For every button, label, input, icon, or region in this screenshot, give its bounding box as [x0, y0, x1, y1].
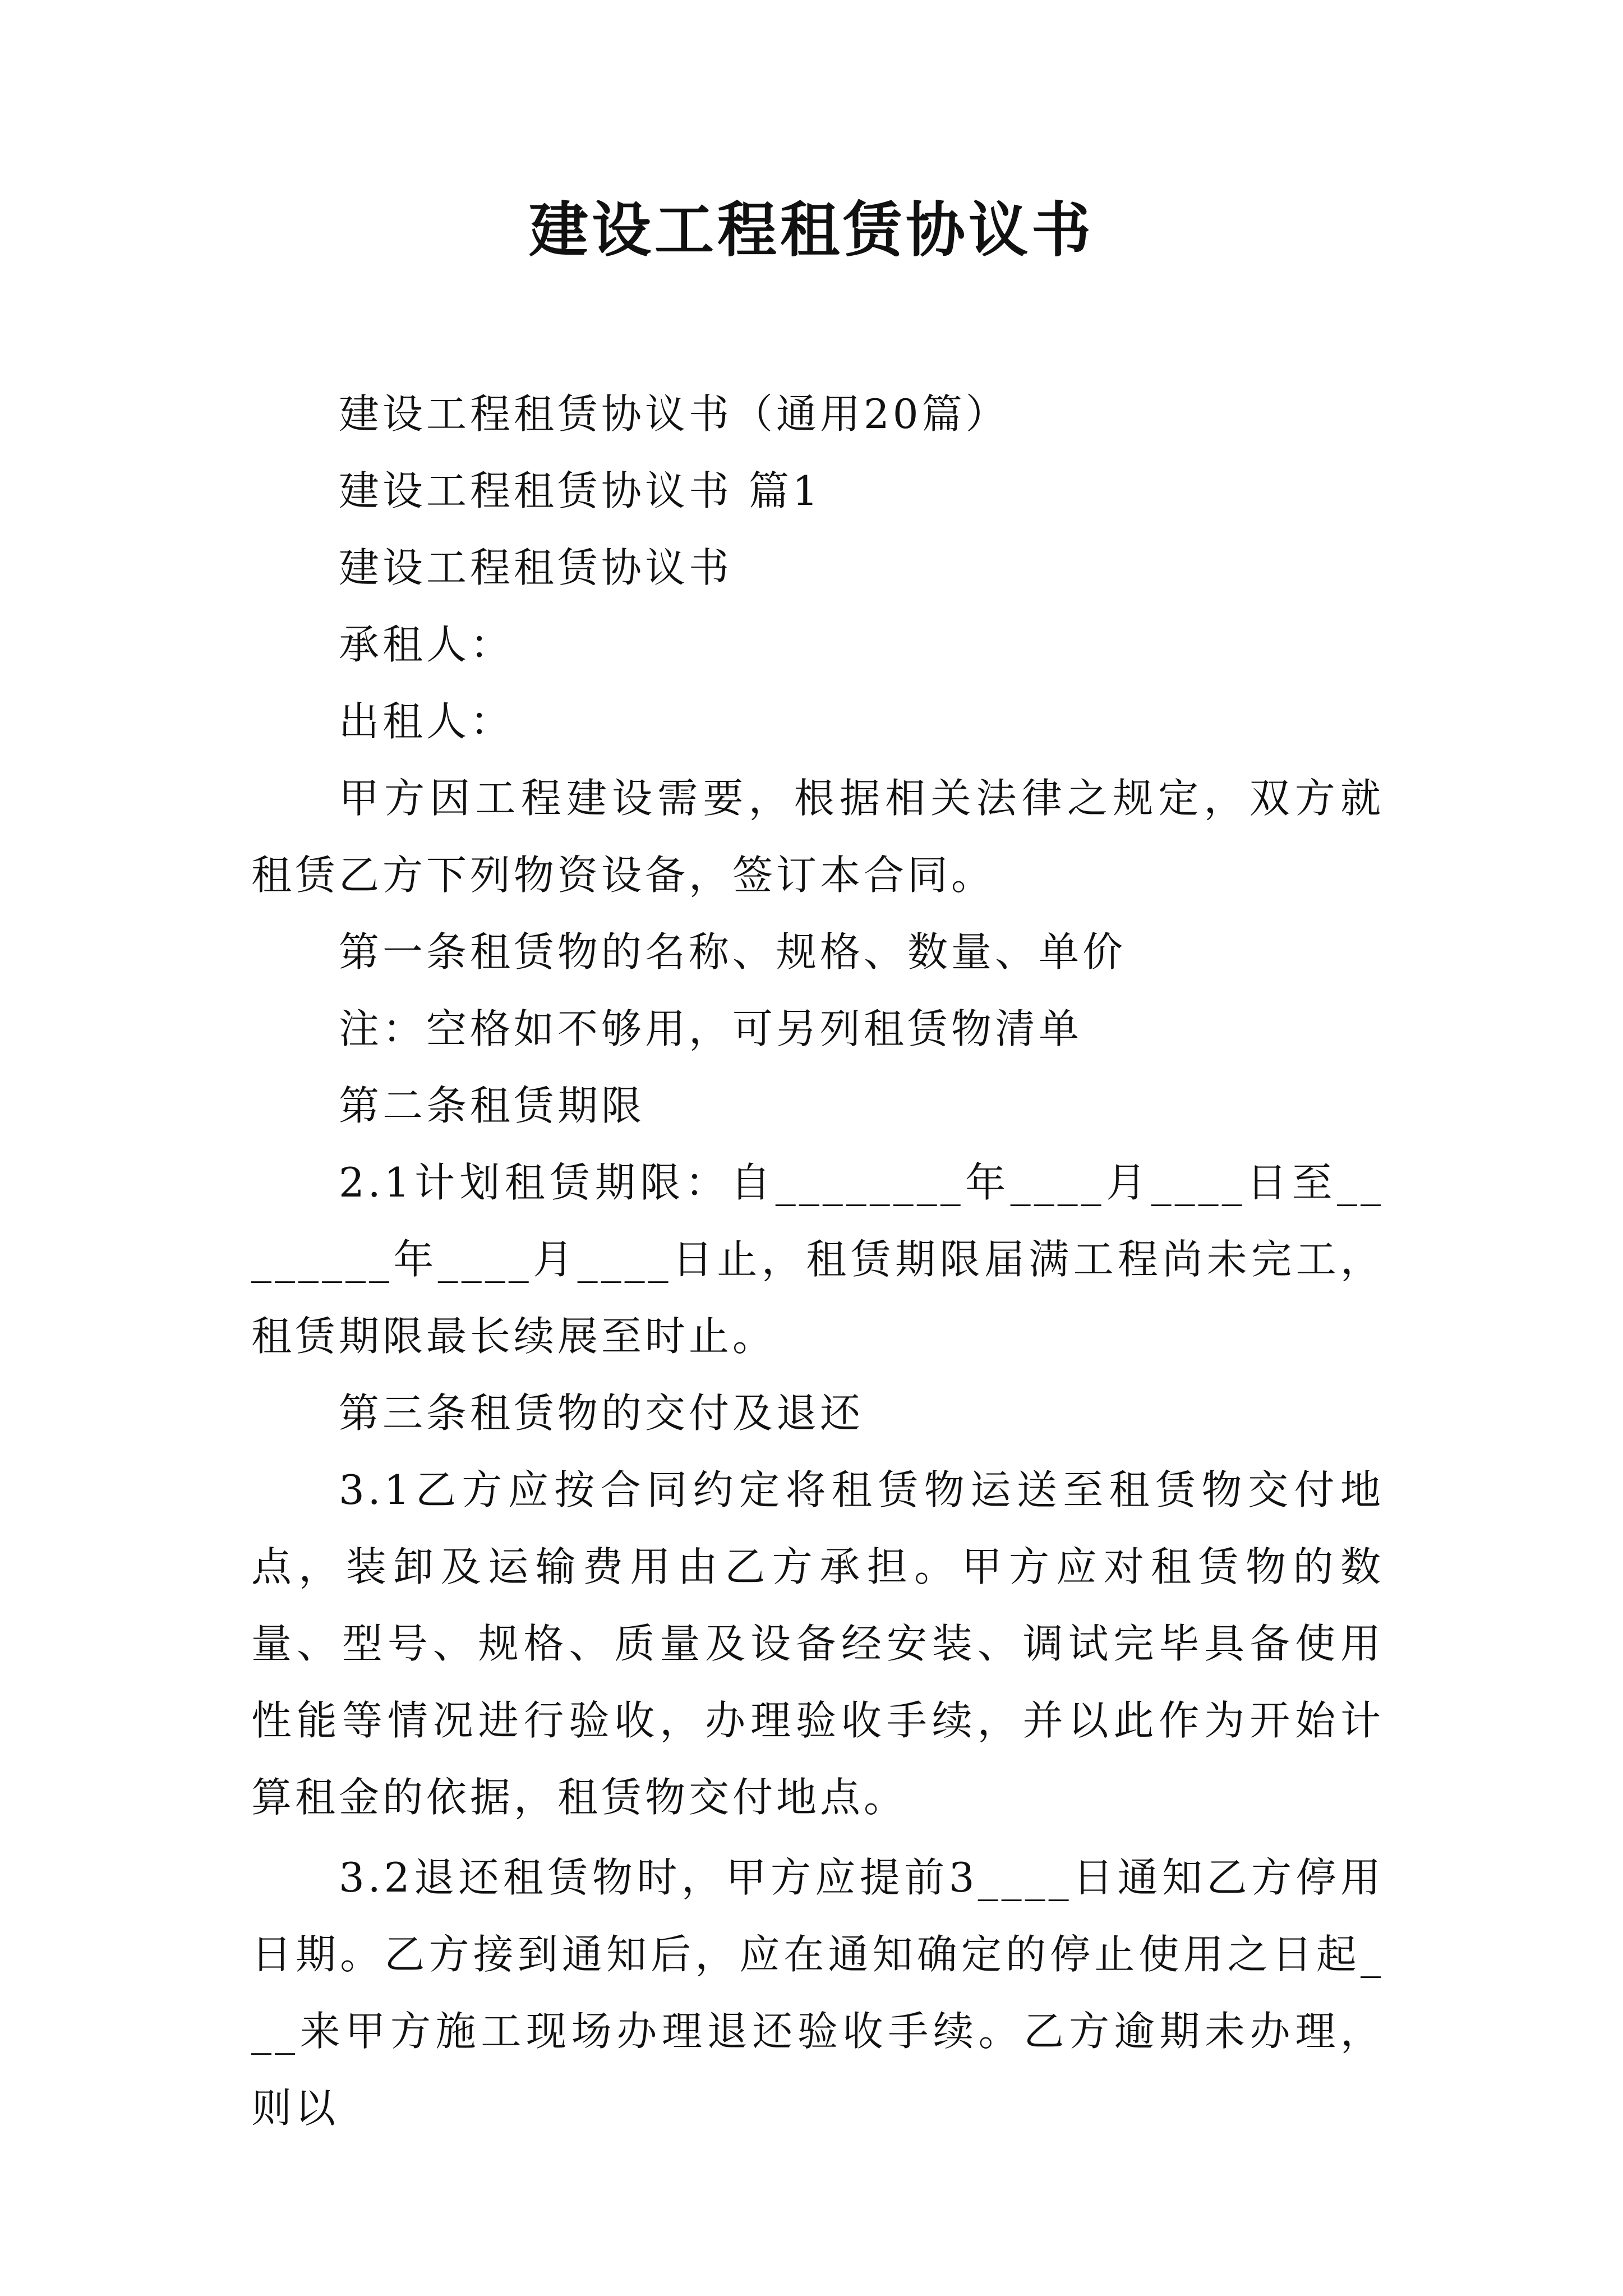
paragraph-note: 注：空格如不够用，可另列租赁物清单	[339, 1005, 1083, 1052]
paragraph-subtitle: 建设工程租赁协议书（通用20篇）	[339, 390, 1009, 438]
paragraph-clause-3-2: 3.2退还租赁物时，甲方应提前3____日通知乙方停用日期。乙方接到通知后，应在通知确定的停止使用之日起___来甲方施工现场办理退还验收手续。乙方逾期未办理，则以	[251, 1854, 1384, 2132]
paragraph-lessee: 承租人：	[339, 621, 514, 668]
paragraph-article-3: 第三条租赁物的交付及退还	[339, 1389, 864, 1437]
paragraph-agreement-name: 建设工程租赁协议书	[339, 544, 733, 591]
paragraph-article-2: 第二条租赁期限	[339, 1082, 645, 1129]
paragraph-clause-2-1: 2.1计划租赁期限：自________年____月____日至________年____月____日止，租赁期限届满工程尚未完工，租赁期限最长续展至时止。	[251, 1159, 1384, 1360]
paragraph-article-1: 第一条租赁物的名称、规格、数量、单价	[339, 928, 1127, 976]
paragraph-chapter-heading: 建设工程租赁协议书 篇1	[339, 467, 822, 514]
paragraph-lessor: 出租人：	[339, 698, 514, 745]
paragraph-clause-3-1: 3.1乙方应按合同约定将租赁物运送至租赁物交付地点，装卸及运输费用由乙方承担。甲方应对租赁物的数量、型号、规格、质量及设备经安装、调试完毕具备使用性能等情况进行验收，办理验收手续，并以此作为开始计算租金的依据，租赁物交付地点。	[251, 1466, 1384, 1821]
document-body	[251, 376, 1384, 2147]
paragraph-preamble: 甲方因工程建设需要，根据相关法律之规定，双方就租赁乙方下列物资设备，签订本合同。	[251, 775, 1384, 899]
document-title: 建设工程租赁协议书	[529, 195, 1094, 265]
